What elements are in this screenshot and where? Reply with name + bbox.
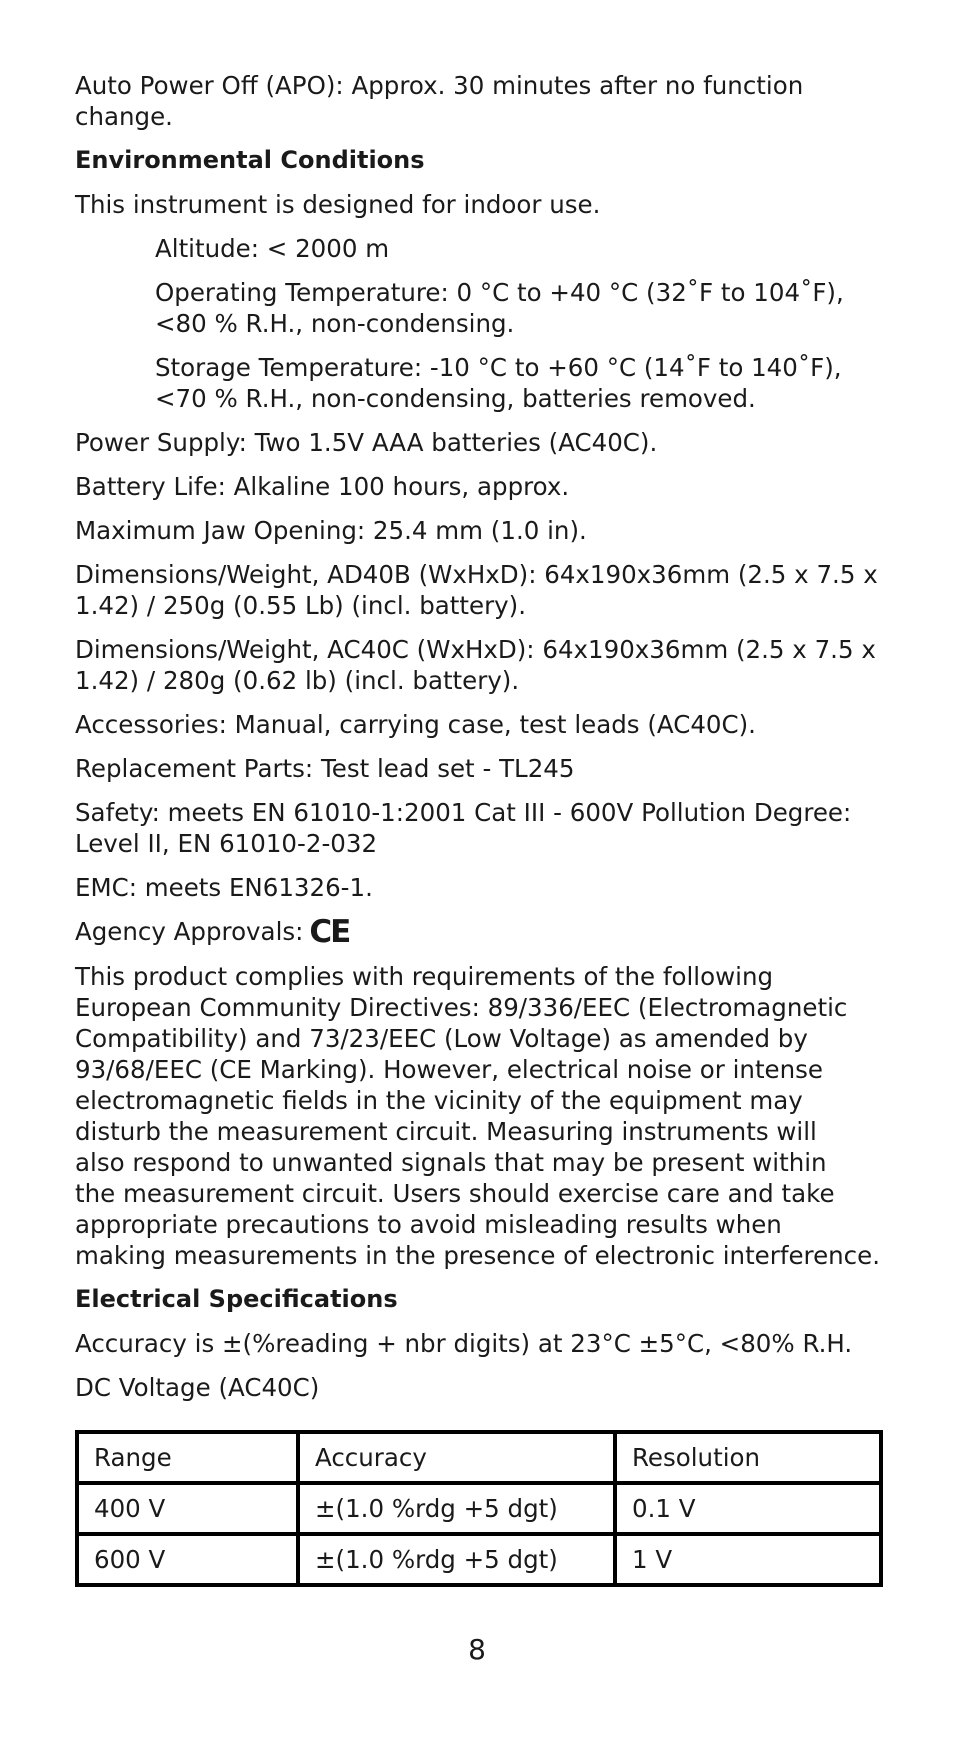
table-header-cell: Accuracy	[298, 1432, 615, 1483]
storage-temperature-spec	[75, 352, 885, 414]
table-row	[77, 1534, 881, 1585]
dimensions-ac40c-line-2: 1.42) / 280g (0.62 lb) (incl. battery).	[75, 666, 520, 695]
compliance-line: disturb the measurement circuit. Measuring instruments will	[75, 1117, 817, 1146]
dimensions-ad40b-spec	[75, 559, 885, 621]
power-supply-spec: Power Supply: Two 1.5V AAA batteries (AC40C).	[75, 428, 658, 457]
compliance-line: also respond to unwanted signals that may be present within	[75, 1148, 827, 1177]
jaw-opening-spec: Maximum Jaw Opening: 25.4 mm (1.0 in).	[75, 516, 587, 545]
table-header-cell: Range	[77, 1432, 298, 1483]
emc-spec: EMC: meets EN61326-1.	[75, 873, 373, 902]
ce-mark-icon: CE	[309, 914, 350, 950]
table-cell: 600 V	[77, 1534, 298, 1585]
safety-line-1: Safety: meets EN 61010-1:2001 Cat III - 600V Pollution Degree:	[75, 798, 852, 827]
dc-voltage-caption: DC Voltage (AC40C)	[75, 1373, 320, 1402]
compliance-line: electromagnetic fields in the vicinity of the equipment may	[75, 1086, 803, 1115]
compliance-line: European Community Directives: 89/336/EEC (Electromagnetic	[75, 993, 848, 1022]
compliance-line: 93/68/EEC (CE Marking). However, electrical noise or intense	[75, 1055, 823, 1084]
battery-life-spec: Battery Life: Alkaline 100 hours, approx.	[75, 472, 570, 501]
environmental-heading: Environmental Conditions	[75, 146, 425, 174]
electrical-specifications-heading: Electrical Specifications	[75, 1285, 398, 1313]
accuracy-note: Accuracy is ±(%reading + nbr digits) at 23°C ±5°C, <80% R.H.	[75, 1329, 853, 1358]
compliance-line: the measurement circuit. Users should exercise care and take	[75, 1179, 835, 1208]
document-body	[75, 70, 885, 1416]
replacement-parts-spec: Replacement Parts: Test lead set - TL245	[75, 754, 575, 783]
compliance-line: making measurements in the presence of electronic interference.	[75, 1241, 880, 1270]
table-cell: ±(1.0 %rdg +5 dgt)	[298, 1534, 615, 1585]
compliance-line: This product complies with requirements of the following	[75, 962, 774, 991]
accessories-spec: Accessories: Manual, carrying case, test leads (AC40C).	[75, 710, 756, 739]
agency-approvals-label: Agency Approvals:	[75, 917, 304, 946]
table-cell: 400 V	[77, 1483, 298, 1534]
table-cell: 1 V	[615, 1534, 881, 1585]
operating-temperature-spec	[75, 277, 885, 339]
table-cell: ±(1.0 %rdg +5 dgt)	[298, 1483, 615, 1534]
apo-paragraph: Auto Power Off (APO): Approx. 30 minutes after no function change.	[75, 71, 804, 131]
table-header-cell: Resolution	[615, 1432, 881, 1483]
dimensions-ad40b-line-2: 1.42) / 250g (0.55 Lb) (incl. battery).	[75, 591, 527, 620]
compliance-line: Compatibility) and 73/23/EEC (Low Voltage) as amended by	[75, 1024, 808, 1053]
table-row	[77, 1483, 881, 1534]
page-number: 8	[468, 1633, 486, 1666]
compliance-paragraph	[75, 961, 885, 1271]
storage-temperature-line-2: <70 % R.H., non-condensing, batteries removed.	[155, 384, 756, 413]
indoor-use-paragraph: This instrument is designed for indoor use.	[75, 190, 601, 219]
dimensions-ad40b-line-1: Dimensions/Weight, AD40B (WxHxD): 64x190x36mm (2.5 x 7.5 x	[75, 560, 878, 589]
operating-temperature-line-1: Operating Temperature: 0 °C to +40 °C (32˚F to 104˚F),	[155, 278, 844, 307]
dc-voltage-table	[75, 1430, 883, 1587]
storage-temperature-line-1: Storage Temperature: -10 °C to +60 °C (14˚F to 140˚F),	[155, 353, 842, 382]
safety-spec	[75, 797, 885, 859]
dimensions-ac40c-line-1: Dimensions/Weight, AC40C (WxHxD): 64x190x36mm (2.5 x 7.5 x	[75, 635, 876, 664]
compliance-line: appropriate precautions to avoid misleading results when	[75, 1210, 782, 1239]
operating-temperature-line-2: <80 % R.H., non-condensing.	[155, 309, 515, 338]
table-cell: 0.1 V	[615, 1483, 881, 1534]
altitude-spec: Altitude: < 2000 m	[155, 234, 390, 263]
agency-approvals	[75, 916, 885, 948]
safety-line-2: Level II, EN 61010-2-032	[75, 829, 378, 858]
dimensions-ac40c-spec	[75, 634, 885, 696]
table-header-row	[77, 1432, 881, 1483]
